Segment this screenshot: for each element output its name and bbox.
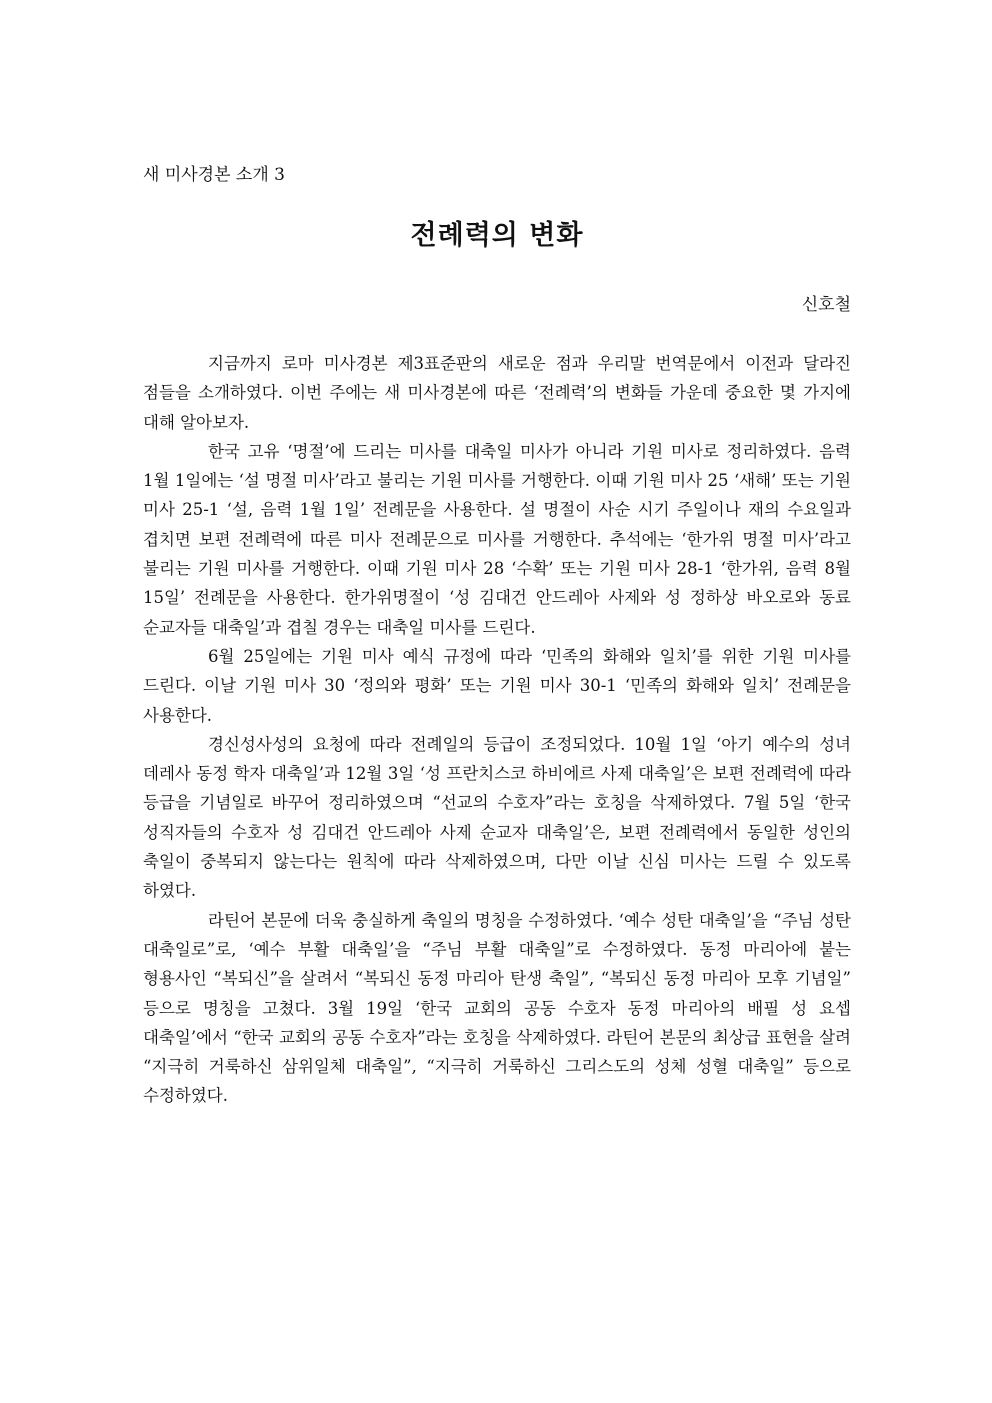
author-name: 신호철	[801, 295, 851, 315]
paragraph: 한국 고유 ‘명절’에 드리는 미사를 대축일 미사가 아니라 기원 미사로 정리하였다. 음력 1월 1일에는 ‘설 명절 미사’라고 불리는 기원 미사를 거행한다. 이때 기원 미사 25 ‘새해’ 또는 기원 미사 25-1 ‘설, 음력 1월 1일’ 전례문을 사용한다. 설 명절이 사순 시기 주일이나 재의 수요일과 겹치면 보편 전례력에 따른 미사 전례문으로 미사를 거행한다. 추석에는 ‘한가위 명절 미사’라고 불리는 기원 미사를 거행한다. 이때 기원 미사 28 ‘수확’ 또는 기원 미사 28-1 ‘한가위, 음력 8월 15일’ 전례문을 사용한다. 한가위명절이 ‘성 김대건 안드레아 사제와 성 정하상 바오로와 동료 순교자들 대축일’과 겹칠 경우는 대축일 미사를 드린다.	[143, 441, 851, 637]
paragraph: 지금까지 로마 미사경본 제3표준판의 새로운 점과 우리말 번역문에서 이전과 달라진 점들을 소개하였다. 이번 주에는 새 미사경본에 따른 ‘전례력’의 변화들 가운데 중요한 몇 가지에 대해 알아보자.	[143, 354, 851, 432]
series-label: 새 미사경본 소개 3	[143, 165, 285, 185]
paragraph: 라틴어 본문에 더욱 충실하게 축일의 명칭을 수정하였다. ‘예수 성탄 대축일’을 “주님 성탄 대축일로”로, ‘예수 부활 대축일’을 “주님 부활 대축일”로 수정하였다. 동정 마리아에 붙는 형용사인 “복되신”을 살려서 “복되신 동정 마리아 탄생 축일”, “복되신 동정 마리아 모후 기념일” 등으로 명칭을 고쳤다. 3월 19일 ‘한국 교회의 공동 수호자 동정 마리아의 배필 성 요셉 대축일’에서 “한국 교회의 공동 수호자”라는 호칭을 삭제하였다. 라틴어 본문의 최상급 표현을 살려 “지극히 거룩하신 삼위일체 대축일”, “지극히 거룩하신 그리스도의 성체 성혈 대축일” 등으로 수정하였다.	[143, 910, 851, 1106]
paragraph: 경신성사성의 요청에 따라 전례일의 등급이 조정되었다. 10월 1일 ‘아기 예수의 성녀 데레사 동정 학자 대축일’과 12월 3일 ‘성 프란치스코 하비에르 사제 대축일’은 보편 전례력에 따라 등급을 기념일로 바꾸어 정리하였으며 “선교의 수호자”라는 호칭을 삭제하였다. 7월 5일 ‘한국 성직자들의 수호자 성 김대건 안드레아 사제 순교자 대축일’은, 보편 전례력에서 동일한 성인의 축일이 중복되지 않는다는 원칙에 따라 삭제하였으며, 다만 이날 신심 미사는 드릴 수 있도록 하였다.	[143, 734, 851, 901]
paragraph: 6월 25일에는 기원 미사 예식 규정에 따라 ‘민족의 화해와 일치’를 위한 기원 미사를 드린다. 이날 기원 미사 30 ‘정의와 평화’ 또는 기원 미사 30-1 ‘민족의 화해와 일치’ 전례문을 사용한다.	[143, 646, 851, 725]
body-text	[143, 349, 851, 1111]
document-title: 전례력의 변화	[410, 220, 584, 251]
